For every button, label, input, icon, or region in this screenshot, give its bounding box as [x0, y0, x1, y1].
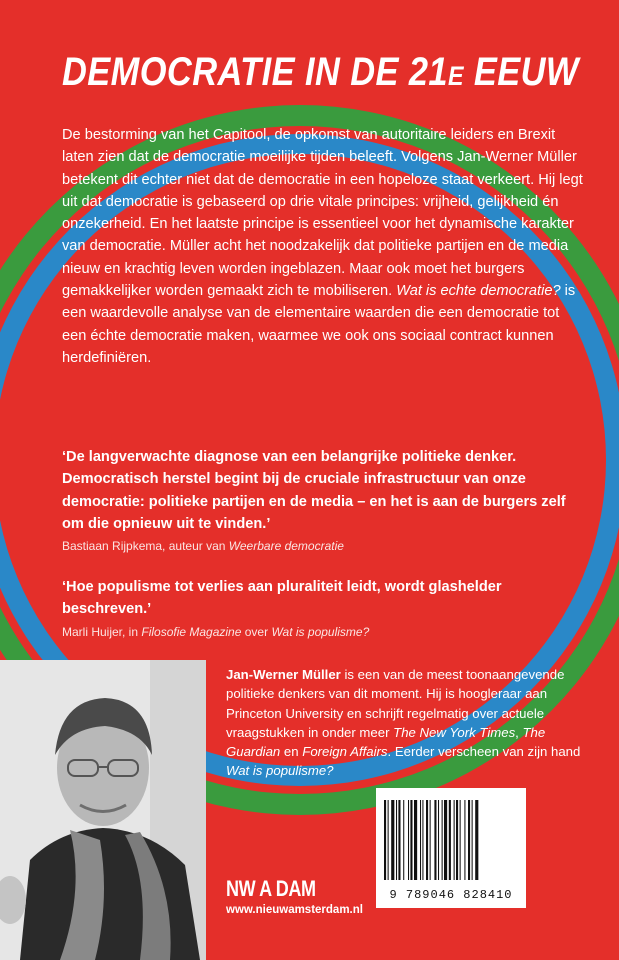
- quote-text: ‘De langverwachte diagnose van een belangrijke politieke denker. Democratisch herstel begint bij de cruciale infrastructuur van onze democratie: politieke partijen en de media – en het is aan de burgers zelf om die opnieuw uit te vinden.’: [62, 449, 566, 532]
- barcode-bar: [442, 800, 443, 880]
- barcode-bar: [410, 800, 412, 880]
- barcode-bar: [422, 800, 423, 880]
- barcode-bar: [396, 800, 397, 880]
- barcode-bar: [430, 800, 431, 880]
- barcode-bar: [391, 800, 394, 880]
- barcode-bar: [444, 800, 447, 880]
- barcode-bars: [376, 788, 526, 888]
- endorsement-quote: [62, 576, 587, 641]
- barcode-bar: [456, 800, 458, 880]
- book-description: De bestorming van het Capitool, de opkomst van autoritaire leiders en Brexit laten zien dat de democratie moeilijke tijden beleeft. Volgens Jan-Werner Müller betekent dit echter niet dat de democratie in een hopeloze staat verkeert. Hij legt uit dat democratie is gebaseerd op drie vitale principes: vrijheid, gelijkheid én onzekerheid. En het laatste principe is essentieel voor het dynamische karakter van democratie. Müller acht het noodzakelijk dat politieke partijen en de media nieuw en krachtig leven worden ingeblazen. Maar ook moet het burgers gemakkelijker worden gemaakt zich te mobiliseren. Wat is echte democratie? is een waardevolle analyse van de elementaire waarden die een democratie tot een échte democratie maken, waarmee we ook ons sociaal contract kunnen herdefiniëren.: [62, 127, 583, 366]
- quote-source: Bastiaan Rijpkema, auteur van Weerbare democratie: [62, 539, 344, 554]
- barcode-bar: [454, 800, 455, 880]
- barcode-bar: [398, 800, 400, 880]
- barcode-bar: [475, 800, 478, 880]
- barcode-bar: [468, 800, 470, 880]
- quote-source: Marli Huijer, in Filosofie Magazine over Wat is populisme?: [62, 624, 370, 639]
- publisher-url[interactable]: www.nieuwamsterdam.nl: [226, 904, 363, 916]
- barcode-bar: [420, 800, 421, 880]
- barcode-bar: [472, 800, 473, 880]
- barcode-bar: [449, 800, 451, 880]
- author-name: Jan-Werner Müller: [226, 667, 341, 682]
- barcode-bar: [403, 800, 404, 880]
- endorsement-quote: [62, 446, 587, 555]
- barcode-bar: [384, 800, 386, 880]
- barcode-bar: [464, 800, 465, 880]
- barcode-bar: [460, 800, 461, 880]
- barcode-bar: [414, 800, 417, 880]
- isbn-number: 9 789046 828410: [389, 888, 513, 902]
- page-title: DEMOCRATIE IN DE 21E EEUW: [62, 50, 579, 94]
- barcode-bar: [426, 800, 428, 880]
- book-title: Wat is echte democratie?: [396, 283, 561, 300]
- barcode-bar: [388, 800, 389, 880]
- publisher-logo: NW A DAM: [226, 876, 316, 901]
- barcode-bar: [438, 800, 439, 880]
- author-bio: Jan-Werner Müller is een van de meest toonaangevende politieke denkers van dit moment. Hij is hoogleraar aan Princeton University en schrijft regelmatig over actuele vraagstukken in onder meer The New York Times, The Guardian en Foreign Affairs. Eerder verscheen van zijn hand Wat is populisme?: [226, 667, 581, 779]
- barcode: [376, 788, 526, 908]
- barcode-bar: [434, 800, 436, 880]
- author-photo: [0, 660, 206, 960]
- barcode-bar: [408, 800, 409, 880]
- quote-text: ‘Hoe populisme tot verlies aan pluraliteit leidt, wordt glashelder beschreven.’: [62, 579, 502, 618]
